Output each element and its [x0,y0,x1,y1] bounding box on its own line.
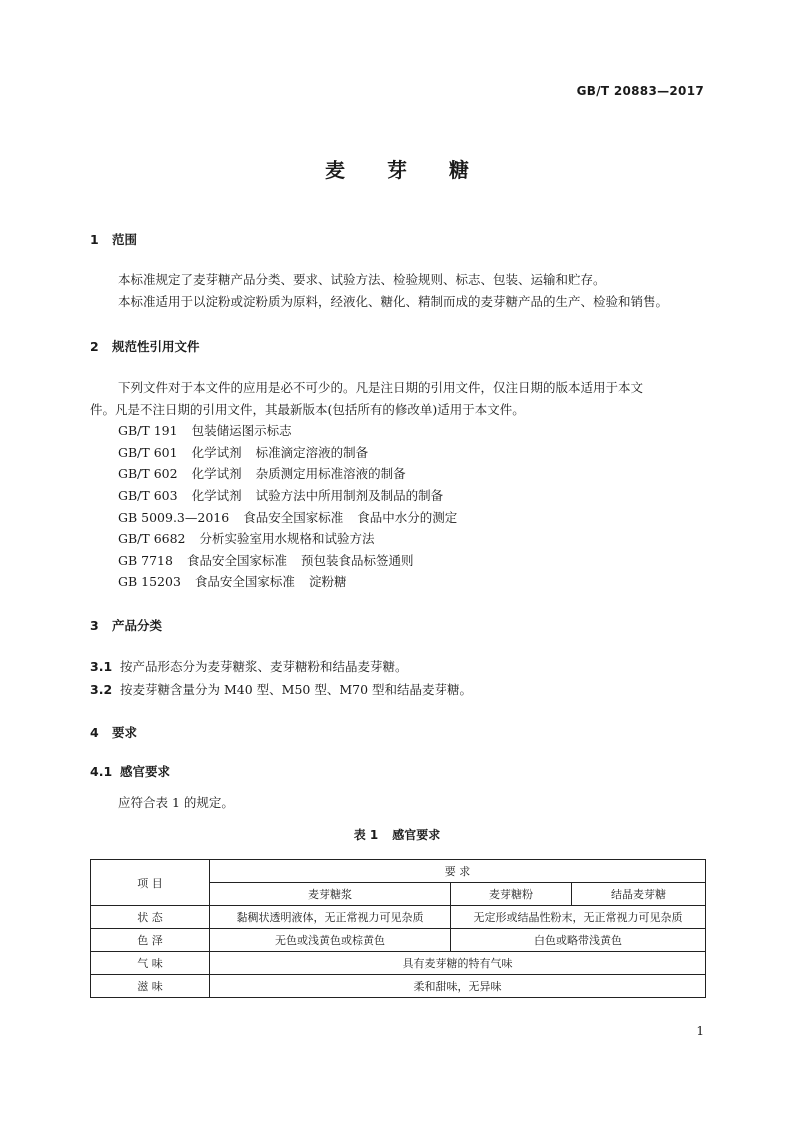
reference-code: GB/T 191 [118,423,178,438]
reference-code: GB/T 6682 [118,531,186,546]
reference-item [118,529,375,547]
reference-subtitle: 预包装食品标签通则 [300,553,414,568]
header-col-crystal: 结晶麦芽糖 [572,883,706,906]
table-caption-title: 感官要求 [392,828,441,842]
paragraph: 下列文件对于本文件的应用是必不可少的。凡是注日期的引用文件，仅注日期的版本适用于本文 [118,380,644,395]
table-caption-number: 表 1 [353,828,379,842]
table-row [91,929,706,952]
section-1-heading [90,230,137,248]
clause-3-1 [90,657,408,675]
table-cell: 无色或浅黄色或棕黄色 [210,929,451,952]
section-4-heading [90,723,137,741]
reference-item [118,508,457,526]
reference-title: 化学试剂 [191,466,242,481]
paragraph-continuation: 件。凡是不注日期的引用文件，其最新版本(包括所有的修改单)适用于本文件。 [90,402,525,417]
page-number: 1 [696,1024,704,1038]
section-number: 3 [90,618,99,633]
section-title: 产品分类 [112,618,163,633]
table-cell: 黏稠状透明液体，无正常视力可见杂质 [210,906,451,929]
clause-number: 3.2 [90,682,113,697]
table-cell: 白色或略带浅黄色 [451,929,706,952]
clause-number: 4.1 [90,764,113,779]
section-title: 要求 [112,725,138,740]
header-col-syrup: 麦芽糖浆 [210,883,451,906]
section-title: 规范性引用文件 [112,339,200,354]
row-label: 色 泽 [91,929,210,952]
table-caption [0,826,794,843]
clause-number: 3.1 [90,659,113,674]
table-header-row [91,860,706,883]
reference-subtitle: 试验方法中所用制剂及制品的制备 [255,488,444,503]
section-number: 4 [90,725,99,740]
header-item: 项 目 [91,860,210,906]
clause-text: 按产品形态分为麦芽糖浆、麦芽糖粉和结晶麦芽糖。 [120,659,408,674]
subsection-4-1-heading [90,762,170,780]
row-label: 滋 味 [91,975,210,998]
reference-subtitle: 食品中水分的测定 [357,510,458,525]
reference-code: GB/T 603 [118,488,178,503]
section-3-heading [90,616,162,634]
section-number: 2 [90,339,99,354]
reference-item [118,443,368,461]
reference-item [118,421,292,439]
reference-item [118,464,406,482]
reference-code: GB 7718 [118,553,173,568]
row-label: 状 态 [91,906,210,929]
reference-code: GB/T 602 [118,466,178,481]
sensory-requirements-table [90,859,706,998]
header-col-powder: 麦芽糖粉 [451,883,572,906]
section-title: 范围 [112,232,138,247]
clause-3-2 [90,680,472,698]
table-cell: 柔和甜味，无异味 [210,975,706,998]
standard-code: GB/T 20883—2017 [576,84,704,98]
reference-title: 包装储运图示标志 [191,423,292,438]
reference-title: 化学试剂 [191,445,242,460]
reference-code: GB/T 601 [118,445,178,460]
table-row [91,975,706,998]
reference-title: 化学试剂 [191,488,242,503]
page-title: 麦芽糖 [325,158,511,182]
reference-item [118,486,443,504]
table-row [91,906,706,929]
section-2-heading [90,337,200,355]
reference-subtitle: 标准滴定溶液的制备 [255,445,369,460]
reference-title: 食品安全国家标准 [194,574,295,589]
reference-item [118,572,346,590]
row-label: 气 味 [91,952,210,975]
clause-text: 按麦芽糖含量分为 M40 型、M50 型、M70 型和结晶麦芽糖。 [120,682,473,697]
reference-subtitle: 淀粉糖 [308,574,347,589]
reference-item [118,551,414,569]
section-number: 1 [90,232,99,247]
paragraph: 本标准规定了麦芽糖产品分类、要求、试验方法、检验规则、标志、包装、运输和贮存。 [118,272,606,287]
header-requirements: 要 求 [210,860,706,883]
reference-title: 分析实验室用水规格和试验方法 [199,531,375,546]
table-cell: 无定形或结晶性粉末，无正常视力可见杂质 [451,906,706,929]
reference-title: 食品安全国家标准 [243,510,344,525]
table-cell: 具有麦芽糖的特有气味 [210,952,706,975]
paragraph: 应符合表 1 的规定。 [118,795,234,810]
reference-code: GB 15203 [118,574,181,589]
paragraph: 本标准适用于以淀粉或淀粉质为原料，经液化、糖化、精制而成的麦芽糖产品的生产、检验和销售。 [118,294,669,309]
subsection-title: 感官要求 [120,764,171,779]
reference-title: 食品安全国家标准 [186,553,287,568]
reference-code: GB 5009.3—2016 [118,510,230,525]
table-row [91,952,706,975]
reference-subtitle: 杂质测定用标准溶液的制备 [255,466,406,481]
